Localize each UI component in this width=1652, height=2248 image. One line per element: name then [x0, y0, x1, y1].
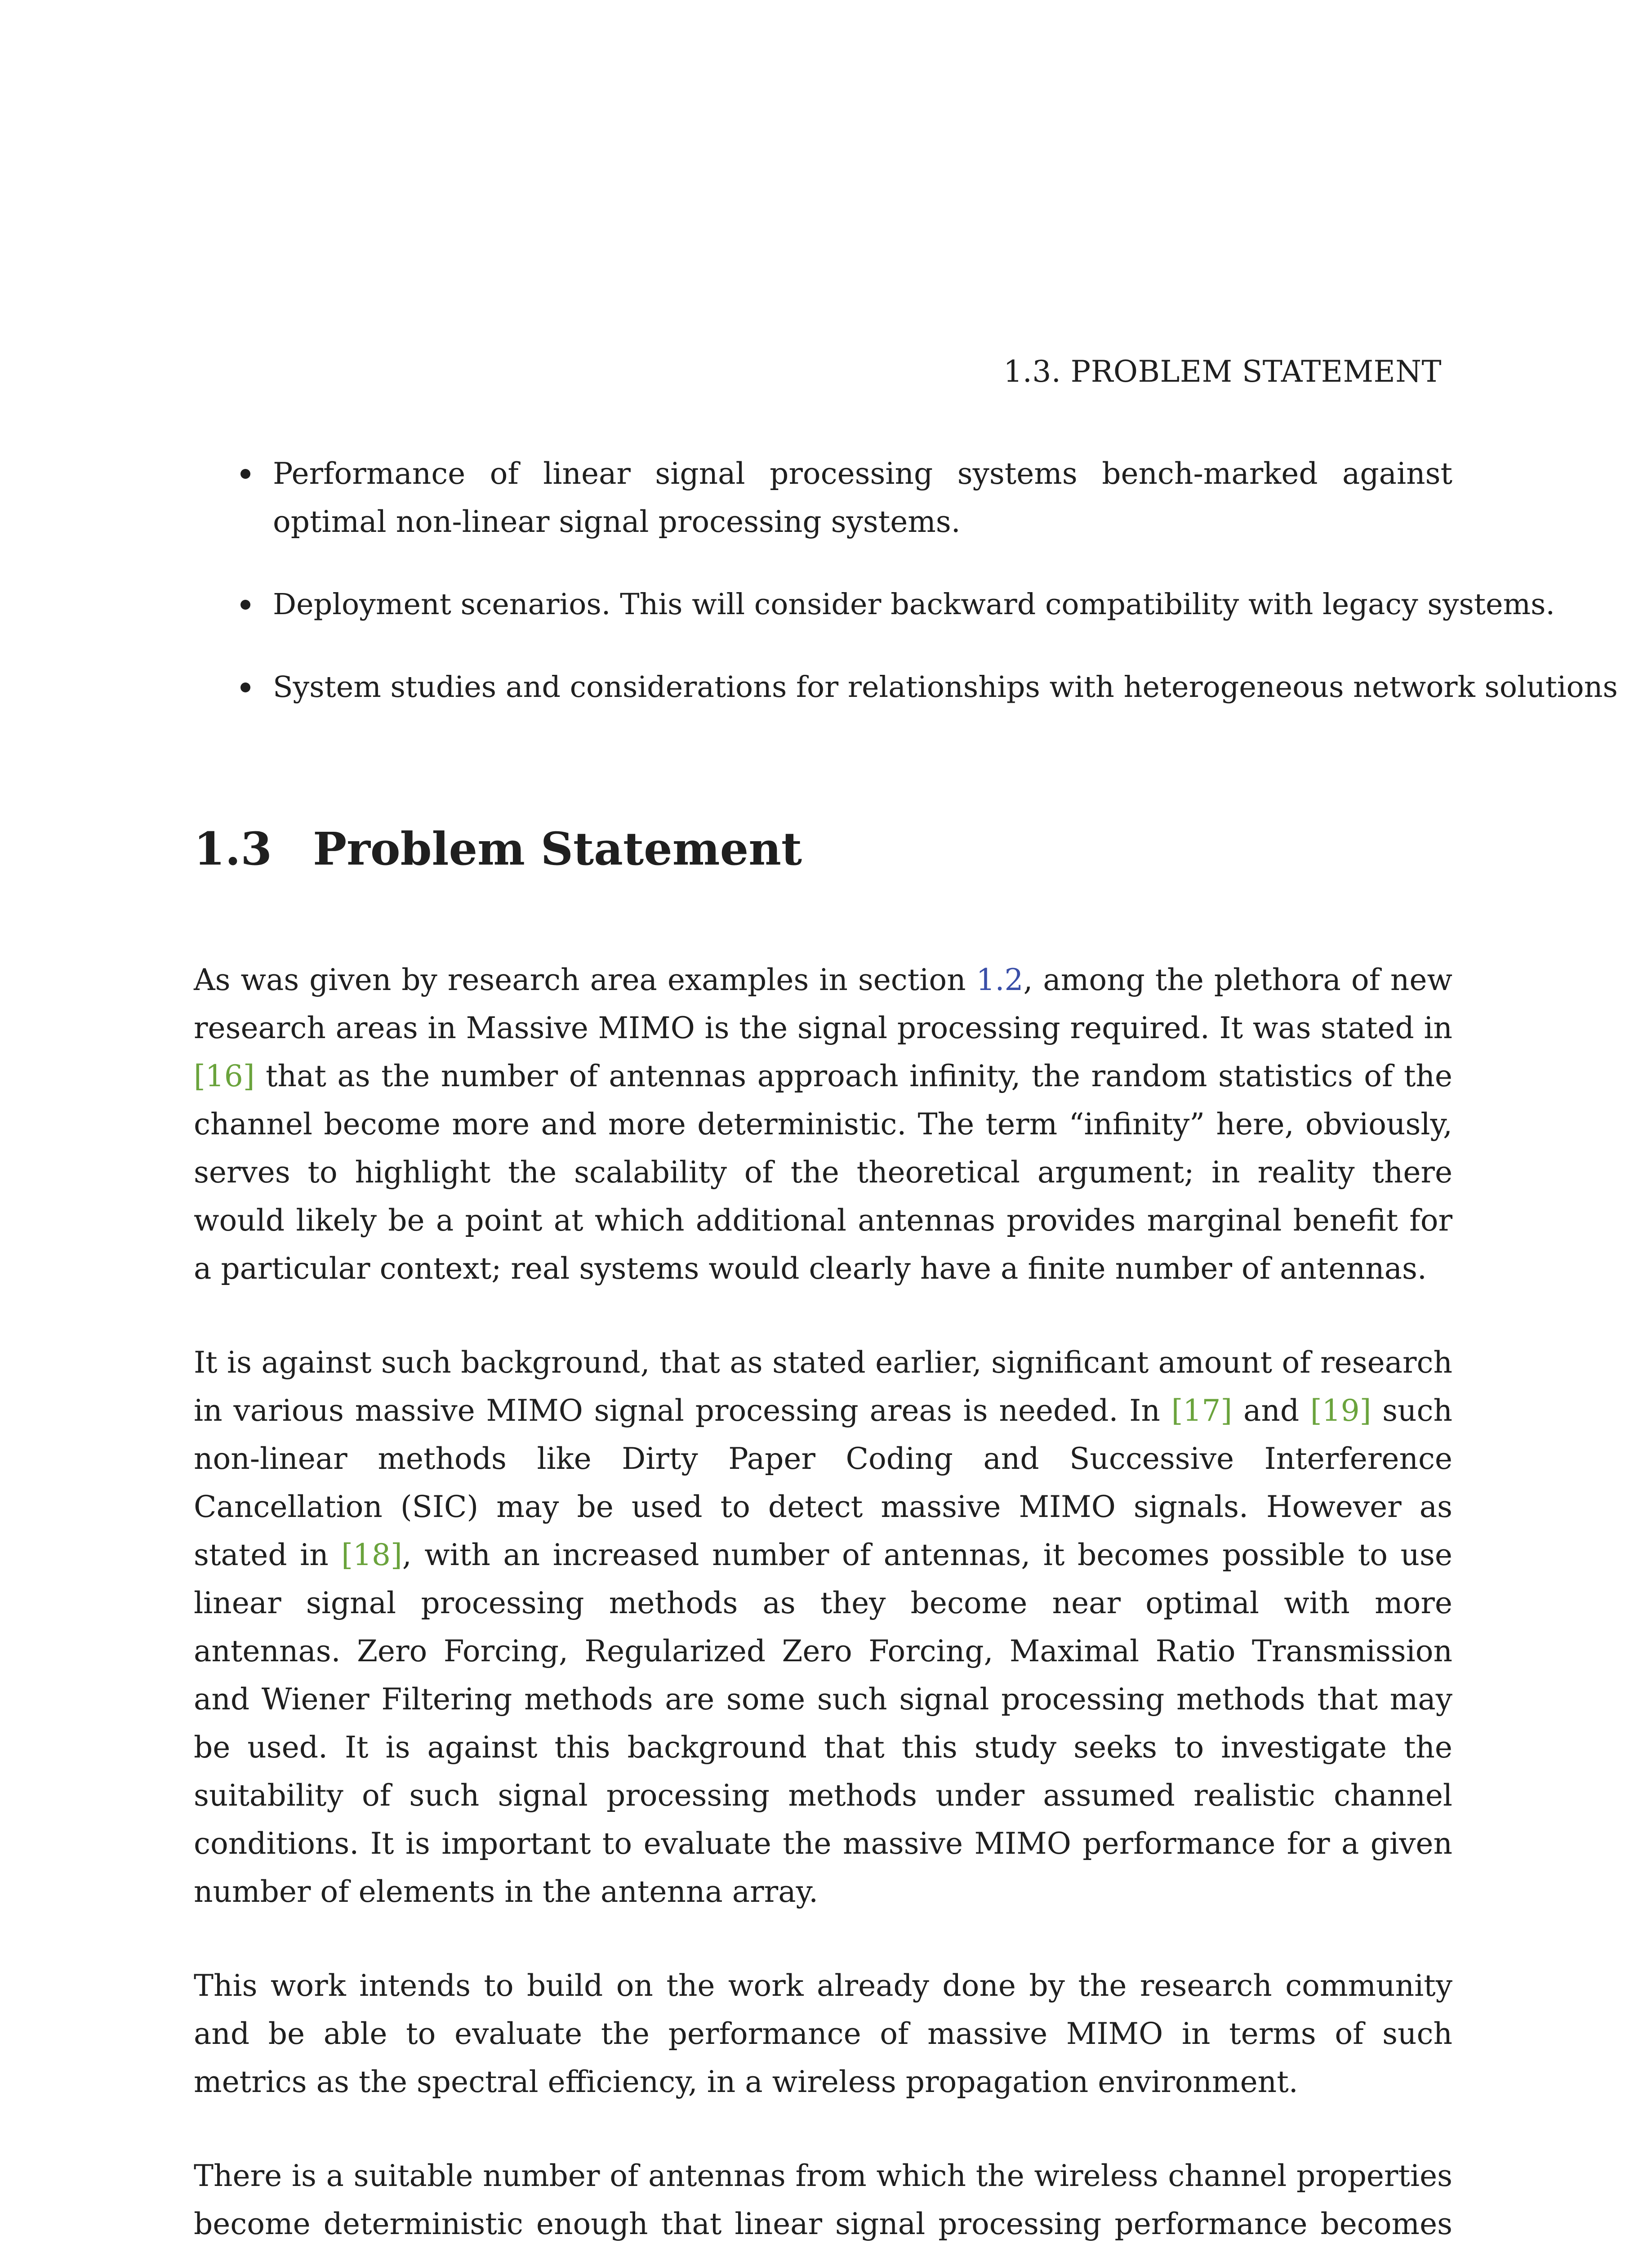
bullet-item	[194, 663, 1618, 711]
bullet-icon	[240, 682, 250, 692]
bullet-list	[194, 450, 1618, 711]
paragraph-text: , among the plethora of new research areas in Massive MIMO is the signal processing required. It was stated in	[194, 963, 1452, 1045]
citation-link[interactable]: [19]	[1310, 1393, 1371, 1428]
citation-link[interactable]: [17]	[1171, 1393, 1233, 1428]
body-text	[194, 956, 1452, 2248]
citation-link[interactable]: [18]	[341, 1538, 402, 1572]
bullet-item	[194, 580, 1555, 629]
paragraph-text: such non-linear methods like Dirty Paper Coding and Successive Interference Cancellation (SIC) may be used to detect massive MIMO signals. However as stated in	[194, 1393, 1453, 1572]
bullet-text: System studies and considerations for relationships with heterogeneous network solutions	[273, 670, 1618, 704]
bullet-text: Deployment scenarios. This will consider backward compatibility with legacy systems.	[273, 588, 1555, 621]
paragraph: This work intends to build on the work already done by the research community and be able to evaluate the performance of massive MIMO in terms of such metrics as the spectral efficiency, in a wireless propagation environment.	[194, 1968, 1452, 2099]
section-heading	[194, 822, 802, 875]
paragraph-text: , with an increased number of antennas, it becomes possible to use linear signal processing methods as they become near optimal with more antennas. Zero Forcing, Regularized Zero Forcing, Maximal Ratio Transmission and Wiener Filtering methods are some such signal processing methods that may be used. It is against this background that this study seeks to investigate the suitability of such signal processing methods under assumed realistic channel conditions. It is important to evaluate the massive MIMO performance for a given number of elements in the antenna array.	[194, 1538, 1452, 1909]
paragraph-text: It is against such background, that as stated earlier, significant amount of research in various massive MIMO signal processing areas is needed. In	[194, 1345, 1452, 1428]
paragraph-text: As was given by research area examples in section	[194, 963, 976, 997]
paragraph: There is a suitable number of antennas from which the wireless channel properties become deterministic enough that linear signal processing performance becomes	[194, 2159, 1452, 2241]
running-head: 1.3. PROBLEM STATEMENT	[1003, 354, 1442, 389]
paragraph-text: that as the number of antennas approach infinity, the random statistics of the channel become more and more deterministic. The term “infinity” here, obviously, serves to highlight the scalability of the theoretical argument; in reality there would likely be a point at which additional antennas provides marginal benefit for a particular context; real systems would clearly have a finite number of antennas.	[194, 1059, 1452, 1286]
bullet-icon	[240, 469, 250, 479]
section-title: Problem Statement	[313, 822, 802, 875]
citation-link[interactable]: [16]	[194, 1059, 255, 1093]
paragraph	[194, 1338, 1452, 1916]
bullet-item	[194, 450, 1452, 546]
paragraph-text: and	[1232, 1393, 1310, 1428]
paragraph	[194, 956, 1452, 1293]
section-reference-link[interactable]: 1.2	[976, 963, 1024, 997]
bullet-icon	[240, 600, 250, 610]
section-number: 1.3	[194, 822, 272, 875]
bullet-text: Performance of linear signal processing systems bench-marked against optimal non-linear signal processing systems.	[273, 456, 1452, 539]
